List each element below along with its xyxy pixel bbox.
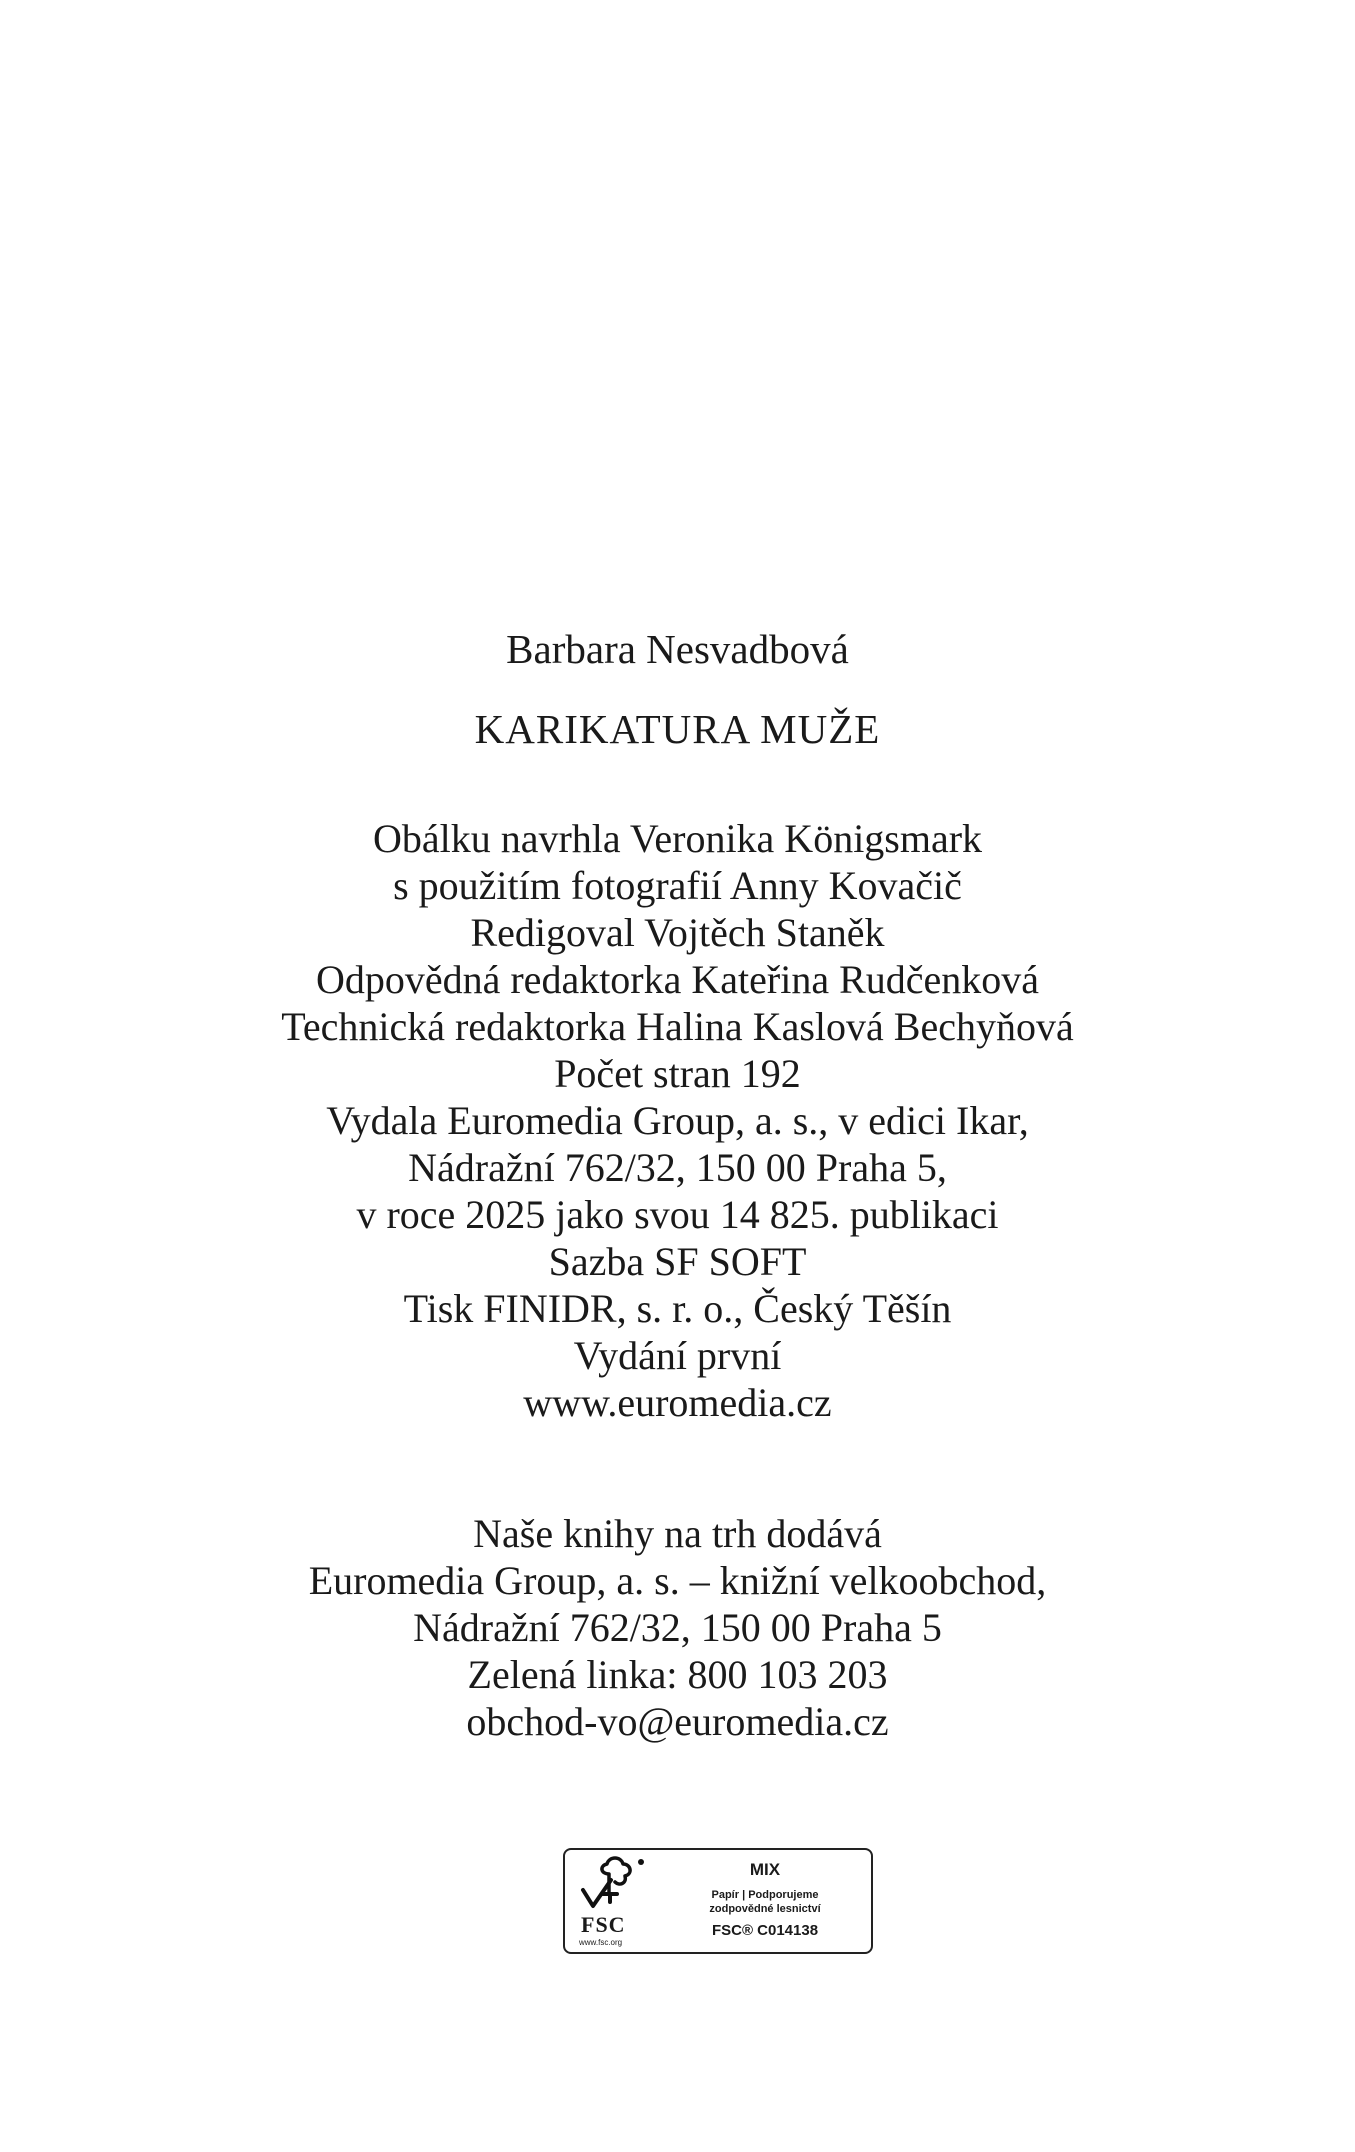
book-title: KARIKATURA MUŽE — [474, 706, 881, 752]
credit-line: Odpovědná redaktorka Kateřina Rudčenková — [315, 957, 1040, 1002]
fsc-description-line2: zodpovědné lesnictví — [709, 1903, 821, 1915]
credit-line: Vydání první — [573, 1333, 782, 1378]
credit-line: Technická redaktorka Halina Kaslová Bechyňová — [281, 1004, 1074, 1049]
credit-line: v roce 2025 jako svou 14 825. publikaci — [356, 1192, 999, 1237]
distribution-block — [0, 1510, 1355, 1745]
credit-line: s použitím fotografií Anny Kovačič — [393, 863, 962, 908]
fsc-logo — [571, 1854, 657, 1950]
fsc-url: www.fsc.org — [579, 1938, 623, 1947]
distribution-line: Euromedia Group, a. s. – knižní velkoobchod, — [308, 1558, 1047, 1603]
fsc-license-code: FSC® C014138 — [711, 1922, 819, 1939]
distribution-line: Naše knihy na trh dodává — [473, 1511, 882, 1556]
fsc-details — [665, 1854, 865, 1939]
publisher-website: www.euromedia.cz — [523, 1380, 832, 1425]
fsc-tree-checkmark-icon — [579, 1856, 649, 1914]
contact-email: obchod-vo@euromedia.cz — [466, 1699, 889, 1744]
credit-line: Vydala Euromedia Group, a. s., v edici Ikar, — [326, 1098, 1029, 1143]
credits-block — [0, 815, 1355, 1426]
fsc-logo-text: FSC — [581, 1912, 626, 1937]
fsc-category: MIX — [749, 1860, 781, 1879]
credit-line: Počet stran 192 — [554, 1051, 801, 1096]
credit-line: Nádražní 762/32, 150 00 Praha 5, — [408, 1145, 947, 1190]
fsc-description-line1: Papír | Podporujeme — [711, 1889, 819, 1901]
author-block — [0, 626, 1355, 673]
distribution-line: Nádražní 762/32, 150 00 Praha 5 — [413, 1605, 942, 1650]
credit-line: Tisk FINIDR, s. r. o., Český Těšín — [403, 1286, 952, 1331]
credit-line: Sazba SF SOFT — [548, 1239, 807, 1284]
hotline: Zelená linka: 800 103 203 — [467, 1652, 888, 1697]
credit-line: Obálku navrhla Veronika Königsmark — [372, 816, 983, 861]
title-block — [0, 706, 1355, 753]
credit-line: Redigoval Vojtěch Staněk — [470, 910, 885, 955]
author-name: Barbara Nesvadbová — [506, 626, 849, 672]
fsc-certification-label — [563, 1848, 873, 1954]
